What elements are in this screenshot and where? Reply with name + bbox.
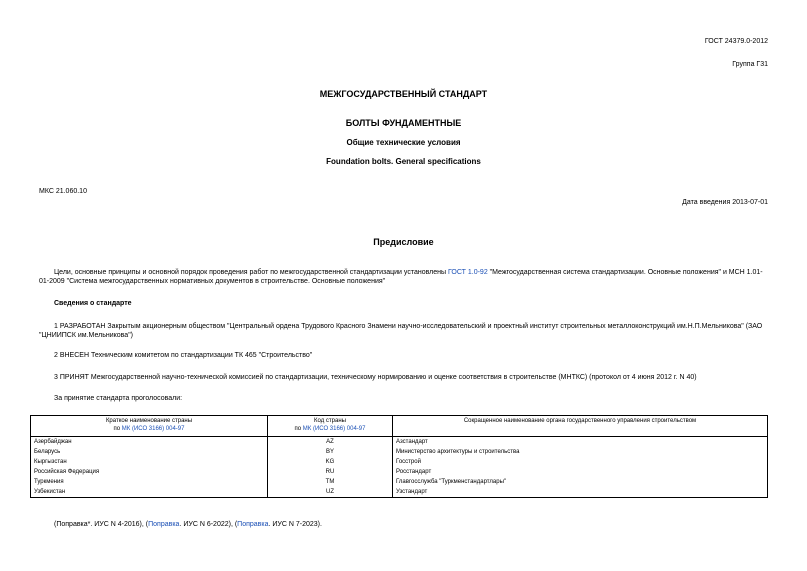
amendment-text-1: (Поправка*. ИУС N 4-2016), ( bbox=[54, 521, 149, 528]
amendment-link-2022[interactable]: Поправка bbox=[148, 521, 180, 528]
interstate-standard-heading: МЕЖГОСУДАРСТВЕННЫЙ СТАНДАРТ bbox=[319, 89, 488, 99]
document-title: БОЛТЫ ФУНДАМЕНТНЫЕ bbox=[345, 118, 462, 128]
code-cell: TM bbox=[268, 477, 393, 487]
table-row bbox=[31, 437, 768, 448]
code-cell: UZ bbox=[268, 487, 393, 498]
amendments-line bbox=[54, 520, 322, 529]
organization-cell: Главгосслужба "Туркменстандартлары" bbox=[393, 477, 768, 487]
mks-code: МКС 21.060.10 bbox=[39, 188, 87, 195]
amendment-text-3: . ИУС N 7-2023). bbox=[268, 521, 322, 528]
organization-cell: Азстандарт bbox=[393, 437, 768, 448]
column-header-country-prefix: по bbox=[113, 426, 122, 432]
table-row bbox=[31, 467, 768, 477]
organization-cell: Министерство архитектуры и строительства bbox=[393, 447, 768, 457]
country-cell: Российская Федерация bbox=[31, 467, 268, 477]
code-cell: KG bbox=[268, 457, 393, 467]
document-number: ГОСТ 24379.0-2012 bbox=[704, 38, 768, 45]
mk-iso-3166-link[interactable]: МК (ИСО 3166) 004-97 bbox=[121, 426, 185, 432]
document-subtitle: Общие технические условия bbox=[346, 138, 461, 147]
column-header-organization: Сокращенное наименование органа государственного управления строительством bbox=[393, 416, 768, 437]
column-header-code bbox=[268, 416, 393, 437]
foreword-paragraph bbox=[39, 268, 769, 286]
info-item-adopted: 3 ПРИНЯТ Межгосударственной научно-технической комиссией по стандартизации, техническому нормированию и оценке соответствия в строительстве (МНТКС) (протокол от 4 июня 2012 г. N 40) bbox=[54, 374, 697, 381]
column-header-code-prefix: по bbox=[294, 426, 303, 432]
table-header-row bbox=[31, 416, 768, 437]
table-row bbox=[31, 457, 768, 467]
organization-cell: Узстандарт bbox=[393, 487, 768, 498]
country-cell: Туркмения bbox=[31, 477, 268, 487]
foreword-text-start: Цели, основные принципы и основной порядок проведения работ по межгосударственной стандартизации установлены bbox=[54, 269, 448, 276]
amendment-link-2023[interactable]: Поправка bbox=[237, 521, 269, 528]
table-row bbox=[31, 447, 768, 457]
country-cell: Узбекистан bbox=[31, 487, 268, 498]
foreword-heading: Предисловие bbox=[373, 237, 434, 247]
amendment-text-2: . ИУС N 6-2022), ( bbox=[179, 521, 238, 528]
country-cell: Азербайджан bbox=[31, 437, 268, 448]
column-header-country-label: Краткое наименование страны bbox=[105, 418, 193, 424]
voted-label: За принятие стандарта проголосовали: bbox=[54, 395, 183, 402]
info-item-developed: 1 РАЗРАБОТАН Закрытым акционерным обществом "Центральный ордена Трудового Красного Знамени научно-исследовательский и проектный институт строительных металлоконструкций им.Н.П.Мельникова" (ЗАО "ЦНИИПСК им.Мельникова") bbox=[39, 323, 763, 339]
code-cell: BY bbox=[268, 447, 393, 457]
approvals-table bbox=[30, 415, 768, 498]
foreword-text-end: "Межгосударственная система стандартизации. Основные положения" и МСН 1.01-01-2009 "Система межгосударственных нормативных документов в строительстве. Основные положения" bbox=[39, 269, 763, 285]
code-cell: AZ bbox=[268, 437, 393, 448]
introduction-date: Дата введения 2013-07-01 bbox=[682, 199, 768, 206]
organization-cell: Госстрой bbox=[393, 457, 768, 467]
info-item-submitted: 2 ВНЕСЕН Техническим комитетом по стандартизации ТК 465 "Строительство" bbox=[54, 352, 313, 359]
table-row bbox=[31, 487, 768, 498]
column-header-code-label: Код страны bbox=[314, 418, 346, 424]
gost-1-0-92-link[interactable]: ГОСТ 1.0-92 bbox=[447, 269, 488, 276]
code-cell: RU bbox=[268, 467, 393, 477]
mk-iso-3166-code-link[interactable]: МК (ИСО 3166) 004-97 bbox=[302, 426, 366, 432]
country-cell: Беларусь bbox=[31, 447, 268, 457]
standard-info-heading: Сведения о стандарте bbox=[54, 300, 132, 307]
english-title: Foundation bolts. General specifications bbox=[326, 157, 481, 166]
country-cell: Кыргызстан bbox=[31, 457, 268, 467]
document-group: Группа Г31 bbox=[732, 61, 768, 68]
organization-cell: Росстандарт bbox=[393, 467, 768, 477]
table-row bbox=[31, 477, 768, 487]
column-header-country bbox=[31, 416, 268, 437]
